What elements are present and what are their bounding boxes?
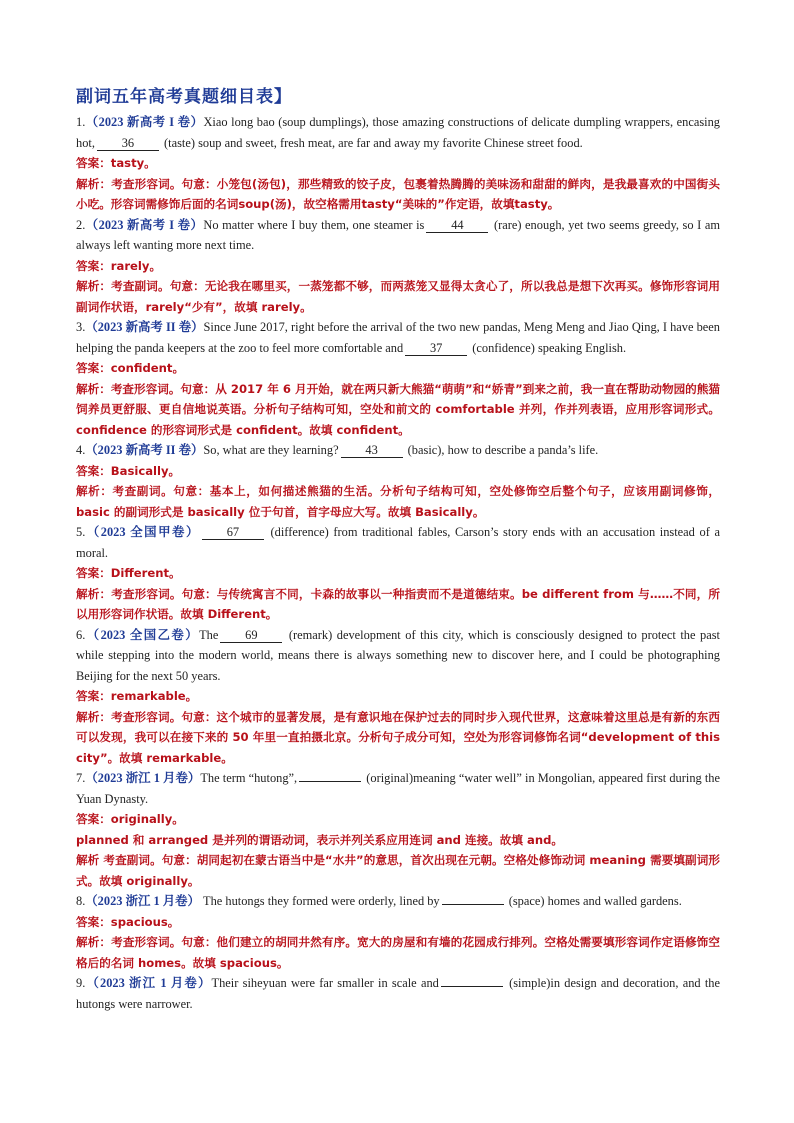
explanation-1: [76, 174, 720, 215]
question-number: 6.: [76, 627, 86, 642]
answer-blank: [442, 904, 504, 905]
question-text: The: [199, 627, 219, 642]
explanation-text: 考查副词。句意：胡同起初在蒙古语当中是“水井”的意思，首次出现在元朝。空格处修饰动词 meaning 需要填副词形式。故填 originally。: [76, 853, 720, 888]
question-3: [76, 317, 720, 358]
answer-label: 答案：: [76, 361, 111, 375]
question-text: The hutongs they formed were orderly, lined by: [199, 894, 440, 908]
question-text: (taste) soup and sweet, fresh meat, are far and away my favorite Chinese street food.: [160, 135, 583, 150]
question-number: 2.: [76, 217, 86, 232]
answer-label: 答案：: [76, 812, 111, 826]
question-source: （2023 新高考 I 卷）: [85, 217, 204, 232]
answer-8: [76, 912, 720, 933]
explanation-label: 解析：: [76, 279, 112, 293]
answer-label: 答案：: [76, 689, 111, 703]
question-text: (remark) development of this city, which is consciously designed to protect the past while stepping into the modern world, means there is always something new to discover here, and I could be photographing Beijing for the next 50 years.: [76, 627, 720, 683]
explanation-text: 考查副词。句意：无论我在哪里买，一蒸笼都不够，而两蒸笼又显得太贪心了，所以我总是想下次再买。修饰形容词用副词作状语，rarely“少有”，故填 rarely。: [76, 279, 720, 314]
question-text: So, what are they learning?: [203, 443, 339, 457]
page-title: 副词五年高考真题细目表】: [76, 87, 292, 107]
explanation-text: 考查副词。句意：基本上，如何描述熊猫的生活。分析句子结构可知，空处修饰空后整个句子，应该用副词修饰，basic 的副词形式是 basically 位于句首，首字母应大写。故填 Basically。: [76, 484, 720, 519]
question-number: 8.: [76, 894, 86, 908]
question-5: [76, 522, 720, 563]
answer-text: confident。: [110, 361, 185, 375]
answer-7: [76, 809, 720, 830]
answer-text: tasty。: [110, 156, 156, 170]
explanation-8: [76, 932, 720, 973]
question-6: [76, 625, 720, 687]
answer-label: 答案：: [76, 258, 111, 273]
answer-text: Basically。: [110, 463, 181, 478]
answer-3: [76, 358, 720, 379]
question-text: (simple)in design and decoration, and the hutongs were narrower.: [76, 976, 720, 1011]
question-source: （2023 全国甲卷）: [85, 525, 200, 539]
explanation-3: [76, 379, 720, 441]
question-text: (basic), how to describe a panda’s life.: [404, 443, 599, 457]
explanation-text: 考查形容词。句意：与传统寓言不同，卡森的故事以一种指责而不是道德结束。be different from 与……不同，所以用形容词作状语。故填 Different。: [76, 586, 720, 621]
answer-blank: 43: [341, 443, 403, 458]
question-source: （2023 浙江 1 月卷）: [85, 976, 212, 990]
answer-text: remarkable。: [110, 689, 198, 703]
question-text: Their siheyuan were far smaller in scale and: [211, 976, 439, 990]
answer-blank: 37: [405, 341, 467, 356]
explanation-label: 解析：: [76, 709, 112, 724]
answer-label: 答案：: [76, 463, 111, 478]
question-number: 4.: [76, 443, 86, 457]
question-number: 5.: [76, 525, 86, 539]
explanation-2: [76, 276, 720, 317]
question-source: （2023 浙江 1 月卷）: [85, 894, 200, 908]
question-source: （2023 新高考 II 卷）: [85, 443, 204, 457]
extra-note-7: planned 和 arranged 是并列的谓语动词，表示并列关系应用连词 and 连接。故填 and。: [76, 832, 563, 847]
question-number: 1.: [76, 115, 86, 129]
question-number: 7.: [76, 771, 86, 785]
explanation-label: 解析：: [76, 586, 112, 601]
document-page: [76, 84, 720, 1014]
explanation-label: 解析：: [76, 176, 112, 191]
answer-5: [76, 563, 720, 584]
answer-text: rarely。: [110, 258, 162, 273]
question-text: (original)meaning “water well” in Mongolian, appeared first during the Yuan Dynasty.: [76, 771, 720, 806]
answer-text: originally。: [110, 812, 184, 826]
question-text: The term “hutong”,: [200, 771, 298, 785]
explanation-6: [76, 707, 720, 769]
explanation-5: [76, 584, 720, 625]
answer-text: Different。: [110, 566, 181, 580]
question-source: （2023 新高考 I 卷）: [85, 115, 204, 129]
question-number: 3.: [76, 320, 86, 334]
question-text: No matter where I buy them, one steamer is: [203, 217, 425, 232]
question-text: (rare) enough, yet two seems greedy, so I am always left wanting more next time.: [76, 217, 721, 252]
answer-blank: 36: [97, 136, 159, 151]
explanation-text: 考查形容词。句意：从 2017 年 6 月开始，就在两只新大熊猫“萌萌”和“娇青”到来之前，我一直在帮助动物园的熊猫饲养员更舒服、更自信地说英语。分析句子结构可知，空处和前文的 comfortable 并列，作并列表语，应用形容词形式。confidence 的形容词形式是 confident。故填 confident。: [76, 381, 720, 437]
answer-text: spacious。: [110, 914, 180, 929]
question-text: Xiao long bao (soup dumplings), those amazing constructions of delicate dumpling wrappers, encasing hot,: [76, 115, 720, 150]
question-4: [76, 440, 720, 461]
question-source: （2023 浙江 1 月卷）: [85, 771, 201, 785]
question-text: (confidence) speaking English.: [469, 340, 627, 355]
question-source: （2023 新高考 II 卷）: [85, 320, 204, 334]
question-9: [76, 973, 720, 1014]
answer-2: [76, 256, 720, 277]
question-text: (difference) from traditional fables, Carson’s story ends with an accusation instead of a moral.: [76, 525, 720, 560]
explanation-label: 解析：: [76, 935, 112, 949]
explanation-text: 考查形容词。句意：这个城市的显著发展，是有意识地在保护过去的同时步入现代世界，这意味着这里总是有新的东西可以发现，我可以在接下来的 50 年里一直拍摄北京。分析句子成分可知，空处为形容词修饰名词“development of this city”。故填 remarkable。: [76, 709, 720, 765]
answer-6: [76, 686, 720, 707]
explanation-4: [76, 481, 720, 522]
question-text: Since June 2017, right before the arrival of the two new pandas, Meng Meng and Jiao Qing, I have been helping the panda keepers at the zoo to feel more comfortable and: [76, 320, 720, 355]
explanation-label: 解析: [76, 853, 100, 867]
answer-label: 答案：: [76, 566, 111, 580]
answer-label: 答案：: [76, 156, 111, 170]
question-2: [76, 215, 720, 256]
answer-4: [76, 461, 720, 482]
answer-label: 答案：: [76, 914, 111, 929]
explanation-text: 考查形容词。句意：小笼包(汤包)，那些精致的饺子皮，包裹着热腾腾的美味汤和甜甜的鲜肉，是我最喜欢的中国街头小吃。形容词需修饰后面的名词soup(汤)，故空格需用tasty“美味的”作定语，故填tasty。: [76, 176, 720, 211]
question-1: [76, 112, 720, 153]
explanation-label: 解析：: [76, 484, 113, 498]
question-source: （2023 全国乙卷）: [85, 627, 200, 642]
explanation-label: 解析：: [76, 381, 111, 396]
answer-blank: 67: [202, 525, 264, 540]
explanation-7: [76, 850, 720, 891]
question-8: [76, 891, 720, 912]
question-number: 9.: [76, 976, 86, 990]
answer-1: [76, 153, 720, 174]
answer-blank: [299, 781, 361, 782]
question-7: [76, 768, 720, 809]
answer-blank: [441, 986, 503, 987]
answer-blank: 69: [220, 628, 282, 643]
answer-blank: 44: [426, 218, 488, 233]
explanation-text: 考查形容词。句意：他们建立的胡同井然有序。宽大的房屋和有墙的花园成行排列。空格处需要填形容词作定语修饰空格后的名词 homes。故填 spacious。: [76, 935, 720, 970]
question-text: (space) homes and walled gardens.: [505, 894, 682, 908]
